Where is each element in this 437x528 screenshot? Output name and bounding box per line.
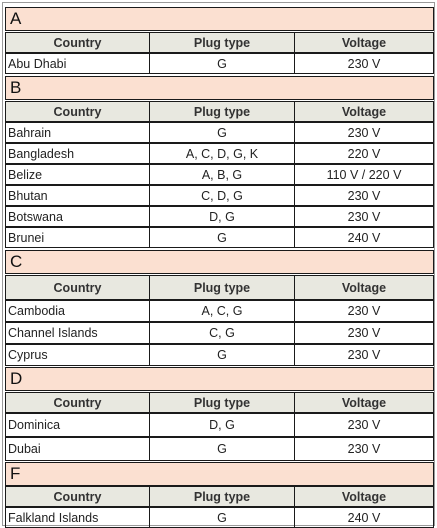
table-row	[5, 206, 434, 227]
voltage-cell: 230 V	[294, 53, 434, 74]
table-row	[5, 437, 434, 461]
plug-voltage-table	[2, 2, 435, 526]
section-letter: C	[5, 250, 434, 274]
plug-cell: G	[149, 507, 295, 528]
country-cell: Bahrain	[5, 122, 150, 143]
table-row	[5, 322, 434, 344]
table-row	[5, 344, 434, 366]
column-header-plug-type: Plug type	[149, 486, 295, 507]
plug-cell: A, C, G	[149, 300, 295, 322]
column-header-voltage: Voltage	[294, 101, 434, 122]
plug-cell: A, B, G	[149, 164, 295, 185]
section-letter: D	[5, 367, 434, 391]
table-row	[5, 185, 434, 206]
table-row	[5, 300, 434, 322]
header-row	[5, 486, 434, 507]
voltage-cell: 230 V	[294, 322, 434, 344]
plug-cell: D, G	[149, 206, 295, 227]
header-row	[5, 392, 434, 413]
voltage-cell: 230 V	[294, 185, 434, 206]
plug-cell: G	[149, 227, 295, 248]
country-cell: Brunei	[5, 227, 150, 248]
table-row	[5, 227, 434, 248]
header-row	[5, 32, 434, 53]
table-row	[5, 122, 434, 143]
voltage-cell: 230 V	[294, 122, 434, 143]
section-letter: B	[5, 76, 434, 100]
voltage-cell: 230 V	[294, 300, 434, 322]
country-cell: Cambodia	[5, 300, 150, 322]
section-letter: A	[5, 7, 434, 31]
country-cell: Bhutan	[5, 185, 150, 206]
column-header-plug-type: Plug type	[149, 32, 295, 53]
country-cell: Abu Dhabi	[5, 53, 150, 74]
plug-cell: C, G	[149, 322, 295, 344]
country-cell: Channel Islands	[5, 322, 150, 344]
country-cell: Dubai	[5, 437, 150, 461]
column-header-plug-type: Plug type	[149, 392, 295, 413]
table-row	[5, 164, 434, 185]
voltage-cell: 240 V	[294, 227, 434, 248]
table-row	[5, 143, 434, 164]
column-header-country: Country	[5, 101, 150, 122]
column-header-voltage: Voltage	[294, 392, 434, 413]
header-row	[5, 101, 434, 122]
table-row	[5, 53, 434, 74]
voltage-cell: 230 V	[294, 437, 434, 461]
table-row	[5, 507, 434, 528]
column-header-plug-type: Plug type	[149, 101, 295, 122]
plug-cell: C, D, G	[149, 185, 295, 206]
column-header-country: Country	[5, 32, 150, 53]
column-header-country: Country	[5, 275, 150, 300]
column-header-voltage: Voltage	[294, 486, 434, 507]
column-header-voltage: Voltage	[294, 32, 434, 53]
country-cell: Bangladesh	[5, 143, 150, 164]
column-header-country: Country	[5, 486, 150, 507]
plug-cell: A, C, D, G, K	[149, 143, 295, 164]
country-cell: Botswana	[5, 206, 150, 227]
plug-cell: G	[149, 437, 295, 461]
voltage-cell: 230 V	[294, 413, 434, 437]
voltage-cell: 220 V	[294, 143, 434, 164]
column-header-voltage: Voltage	[294, 275, 434, 300]
country-cell: Falkland Islands	[5, 507, 150, 528]
country-cell: Cyprus	[5, 344, 150, 366]
table-row	[5, 413, 434, 437]
column-header-country: Country	[5, 392, 150, 413]
plug-cell: D, G	[149, 413, 295, 437]
voltage-cell: 240 V	[294, 507, 434, 528]
plug-cell: G	[149, 344, 295, 366]
country-cell: Dominica	[5, 413, 150, 437]
header-row	[5, 275, 434, 300]
country-cell: Belize	[5, 164, 150, 185]
voltage-cell: 110 V / 220 V	[294, 164, 434, 185]
column-header-plug-type: Plug type	[149, 275, 295, 300]
section-letter: F	[5, 462, 434, 486]
plug-cell: G	[149, 122, 295, 143]
plug-cell: G	[149, 53, 295, 74]
voltage-cell: 230 V	[294, 344, 434, 366]
voltage-cell: 230 V	[294, 206, 434, 227]
